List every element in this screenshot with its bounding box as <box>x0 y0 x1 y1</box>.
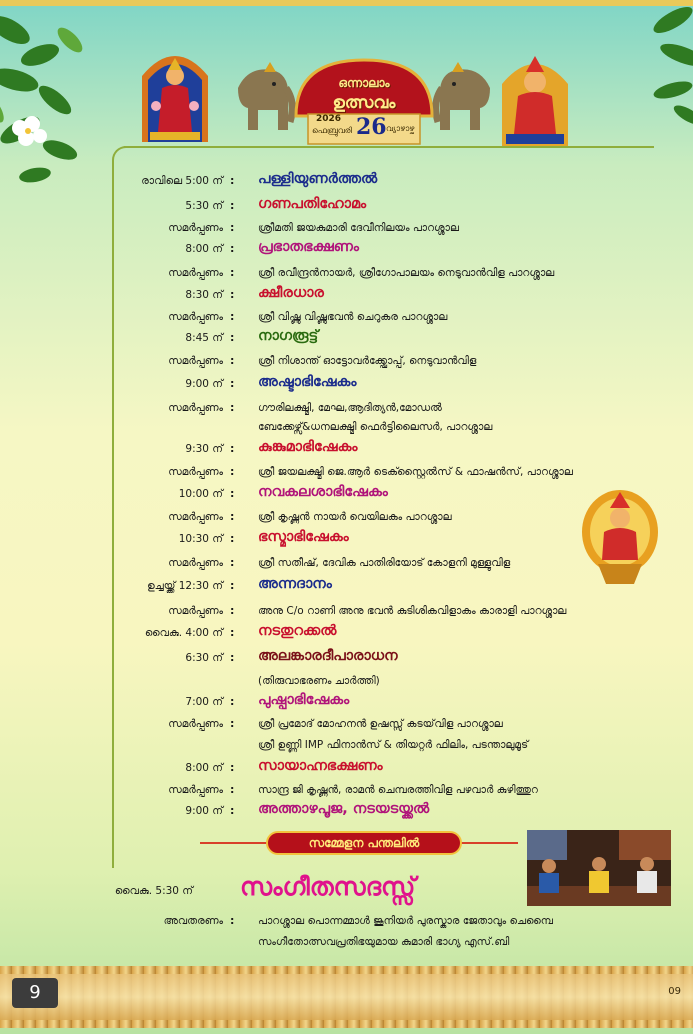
schedule-time: സമർപ്പണം <box>168 557 223 569</box>
colon: : <box>230 310 235 323</box>
date-year: 2026 <box>316 114 342 124</box>
schedule-event-row <box>0 170 693 192</box>
schedule-event-name: അത്താഴപൂജ, നടയടയ്ക്കൽ <box>258 801 430 817</box>
schedule-event-row <box>0 647 693 669</box>
schedule-time: സമർപ്പണം <box>168 222 223 234</box>
schedule-event-row <box>0 373 693 395</box>
footer-pattern <box>0 974 693 1020</box>
schedule-time: 10:30 ന് <box>178 533 223 545</box>
schedule-event-row <box>0 284 693 306</box>
schedule-detail-row <box>0 306 693 328</box>
leaves-left-decoration <box>0 0 100 190</box>
colon: : <box>230 242 235 255</box>
schedule-time: സമർപ്പണം <box>168 605 223 617</box>
colon: : <box>230 626 235 639</box>
schedule-event-name: നടതുറക്കൽ <box>258 623 337 639</box>
schedule-detail-text: (തിരുവാഭരണം ചാർത്തി) <box>258 675 380 687</box>
colon: : <box>230 331 235 344</box>
schedule-detail-row <box>0 217 693 239</box>
schedule-time: ഉച്ചയ്ക്ക് 12:30 ന് <box>147 580 223 592</box>
schedule-event-name: പ്രഭാതഭക്ഷണം <box>258 239 359 255</box>
colon: : <box>230 761 235 774</box>
schedule-event-name: പുഷ്പാഭിഷേകം <box>258 692 350 708</box>
schedule-event-row <box>0 691 693 713</box>
colon: : <box>230 199 235 212</box>
divider-right <box>458 842 518 844</box>
presenter-line-2: സംഗീതോത്സവപ്രതിഭയുമായ കുമാരി ഭാഗ്യ എസ്.ബി <box>258 936 510 948</box>
schedule-detail-text: അനു C/o റാണി അനു ഭവൻ കുടിശികവിളാകം കാരാളി പാറശ്ശാല <box>258 605 567 617</box>
schedule-event-name: നാഗരൂട്ട് <box>258 328 319 344</box>
schedule-detail-text: ശ്രീ പ്രമോദ് മോഹനൻ ഉഷസ്സ് കടയ്‌വിള പാറശ്ശാല <box>258 718 503 730</box>
festival-title-banner <box>290 56 438 148</box>
colon: : <box>230 377 235 390</box>
presenter-row <box>0 910 693 932</box>
festival-name: ഉത്സവം <box>332 93 396 113</box>
colon: : <box>230 288 235 301</box>
schedule-event-name: സായാഹ്നഭക്ഷണം <box>258 758 383 774</box>
schedule-detail-row <box>0 779 693 801</box>
schedule-event-name: അലങ്കാരദീപാരാധന <box>258 648 398 664</box>
colon: : <box>230 556 235 569</box>
schedule-detail-text: ശ്രീ നിശാന്ത് ഓട്ടോവർക്ക്ഷോപ്പ്, നെടുവാൻവിള <box>258 355 477 367</box>
schedule-event-row <box>0 327 693 349</box>
schedule-event-row <box>0 800 693 822</box>
page-badge: 9 <box>12 978 58 1008</box>
date-weekday: വ്യാഴാഴ്ച <box>386 124 415 133</box>
colon: : <box>230 717 235 730</box>
presenter-line-1: പാറശ്ശാല പൊന്നമ്മാൾ ജൂനിയർ പുരസ്കാര ജേതാവും ചെമ്പൈ <box>258 915 554 927</box>
festival-date <box>312 114 422 142</box>
sammelana-time: വൈകു. 5:30 ന് <box>114 885 193 897</box>
leaves-right-decoration <box>633 0 693 130</box>
schedule-time: രാവിലെ 5:00 ന് <box>141 175 223 187</box>
schedule-detail-row <box>0 734 693 756</box>
schedule-time: 9:30 ന് <box>185 443 223 455</box>
schedule-detail-text: ബേക്കേഴ്സ്&ധനലക്ഷ്മി ഫെർട്ടിലൈസർ, പാറശ്ശാല <box>258 421 493 433</box>
date-day: 26 <box>356 114 387 140</box>
schedule-time: വൈകു. 4:00 ന് <box>144 627 223 639</box>
sammelana-event: സംഗീതസദസ്സ് <box>240 872 416 901</box>
schedule-detail-row <box>0 713 693 735</box>
schedule-time: 5:30 ന് <box>185 200 223 212</box>
schedule-event-name: അന്നദാനം <box>258 576 332 592</box>
schedule-event-name: ഗണപതിഹോമം <box>258 196 367 212</box>
schedule-detail-row <box>0 461 693 483</box>
schedule-detail-text: ശ്രീ ഉണ്ണി IMP ഫിനാൻസ് & തിയറ്റർ ഫിലിം, പടന്താലുമൂട് <box>258 739 529 751</box>
schedule-time: 7:00 ന് <box>185 696 223 708</box>
schedule-event-row <box>0 195 693 217</box>
presenter-label: അവതരണം <box>163 915 223 927</box>
lakshmi-deity-icon <box>138 46 212 142</box>
footer-border <box>0 966 693 1028</box>
schedule-detail-text: ശ്രീമതി ജയകുമാരി ദേവീനിലയം പാറശ്ശാല <box>258 222 459 234</box>
schedule-detail-text: ശ്രീ ജയലക്ഷ്മി ജെ.ആർ ടെക്സ്റ്റൈൽസ് & ഫാഷൻസ്, പാറശ്ശാല <box>258 466 573 478</box>
schedule-event-row <box>0 622 693 644</box>
colon: : <box>230 354 235 367</box>
presenter-row-2 <box>0 931 693 953</box>
schedule-time: സമർപ്പണം <box>168 267 223 279</box>
schedule-time: സമർപ്പണം <box>168 466 223 478</box>
colon: : <box>230 401 235 414</box>
schedule-event-row <box>0 757 693 779</box>
schedule-time: 8:00 ന് <box>185 243 223 255</box>
schedule-time: സമർപ്പണം <box>168 784 223 796</box>
date-month: ഫെബ്രുവരി <box>312 126 352 135</box>
schedule-detail-text: ഗൗരിലക്ഷ്മി, മേഘ,ആദിത്യൻ,മോഡൽ <box>258 402 442 414</box>
frame-border-top <box>124 146 654 148</box>
colon: : <box>230 914 235 927</box>
schedule-event-name: അഷ്ടാഭിഷേകം <box>258 374 357 390</box>
schedule-time: സമർപ്പണം <box>168 718 223 730</box>
schedule-detail-row <box>0 262 693 284</box>
schedule-detail-row <box>0 350 693 372</box>
colon: : <box>230 510 235 523</box>
elephant-icon-right <box>430 58 500 138</box>
schedule-time: സമർപ്പണം <box>168 402 223 414</box>
colon: : <box>230 532 235 545</box>
schedule-event-name: പള്ളിയുണർത്തൽ <box>258 171 378 187</box>
schedule-event-row <box>0 438 693 460</box>
colon: : <box>230 174 235 187</box>
elephant-icon-left <box>228 58 298 138</box>
festival-title <box>304 72 424 113</box>
schedule-time: 9:00 ന് <box>185 378 223 390</box>
sammelana-heading: സമ്മേളന പന്തലിൽ <box>266 831 462 855</box>
schedule-detail-text: സാന്ദ്ര ജി കൃഷ്ണൻ, രാമൻ ചെമ്പരത്തിവിള പഴവാർ കുഴിത്തുറ <box>258 784 538 796</box>
schedule-detail-row <box>0 416 693 438</box>
divider-left <box>200 842 270 844</box>
top-border <box>0 0 693 6</box>
page-number: 09 <box>668 986 681 997</box>
colon: : <box>230 695 235 708</box>
schedule-detail-text: ശ്രീ രവീന്ദ്രൻനായർ, ശ്രീഗോപാലയം നെടുവാൻവിള പാറശ്ശാല <box>258 267 555 279</box>
colon: : <box>230 266 235 279</box>
colon: : <box>230 487 235 500</box>
schedule-event-name: ക്ഷീരധാര <box>258 285 324 301</box>
schedule-detail-text: ശ്രീ കൃഷ്ണൻ നായർ വെയിലകം പാറശ്ശാല <box>258 511 452 523</box>
schedule-event-name: നവകലശാഭിഷേകം <box>258 484 388 500</box>
schedule-detail-row <box>0 600 693 622</box>
schedule-event-name: ഭസ്മാഭിഷേകം <box>258 529 349 545</box>
colon: : <box>230 783 235 796</box>
colon: : <box>230 579 235 592</box>
schedule-detail-row <box>0 670 693 692</box>
schedule-event-name: കുങ്കുമാഭിഷേകം <box>258 439 358 455</box>
schedule-time: 9:00 ന് <box>185 805 223 817</box>
schedule-time: 8:45 ന് <box>185 332 223 344</box>
colon: : <box>230 804 235 817</box>
schedule-time: 8:30 ന് <box>185 289 223 301</box>
schedule-event-row <box>0 238 693 260</box>
ayyappa-deity-icon <box>498 50 572 146</box>
schedule-time: 6:30 ന് <box>185 652 223 664</box>
colon: : <box>230 465 235 478</box>
colon: : <box>230 221 235 234</box>
colon: : <box>230 442 235 455</box>
schedule-time: 10:00 ന് <box>178 488 223 500</box>
ayyappa-lamp-icon <box>578 488 662 588</box>
schedule-time: സമർപ്പണം <box>168 355 223 367</box>
colon: : <box>230 651 235 664</box>
festival-prefix: ഒന്നാലാം <box>338 76 390 90</box>
colon: : <box>230 604 235 617</box>
schedule-time: സമർപ്പണം <box>168 511 223 523</box>
schedule-time: 8:00 ന് <box>185 762 223 774</box>
schedule-time: സമർപ്പണം <box>168 311 223 323</box>
sammelana-row <box>0 872 693 901</box>
schedule-detail-text: ശ്രീ വിഷ്ണു വിഷ്ണുഭവൻ ചെറുകര പാറശ്ശാല <box>258 311 448 323</box>
schedule-detail-text: ശ്രീ സതീഷ്, ദേവിക പാതിരിയോട് കോളനി മുള്ളുവിള <box>258 557 511 569</box>
